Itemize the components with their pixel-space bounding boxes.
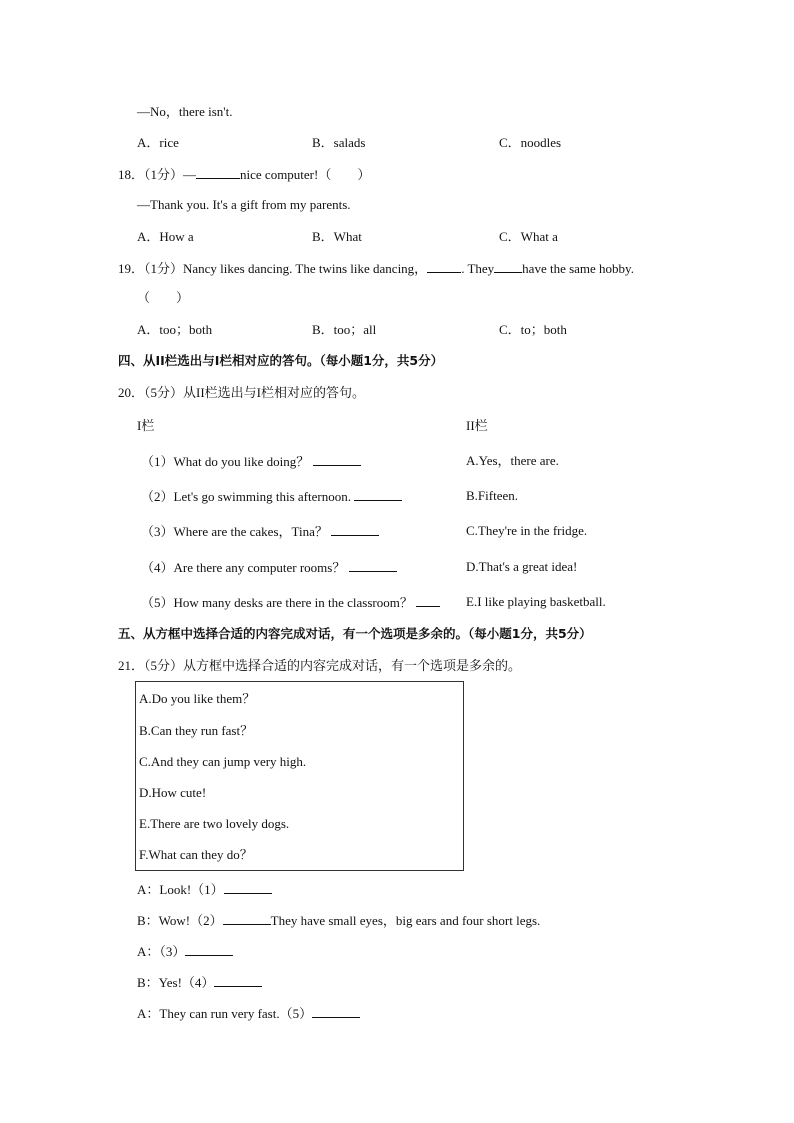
q19-option-c: C．to；both: [499, 322, 567, 337]
q18-option-b: B．What: [312, 229, 362, 244]
q18-blank: [196, 166, 240, 179]
box-option-d: D.How cute!: [139, 785, 207, 800]
choice-box: [135, 681, 464, 871]
section5-heading: 五、从方框中选择合适的内容完成对话，有一个选项是多余的。（每小题1分，共5分）: [118, 626, 592, 641]
match-right-a: A.Yes，there are.: [466, 453, 559, 468]
q18-option-c: C．What a: [499, 229, 558, 244]
match-right-e: E.I like playing basketball.: [466, 594, 606, 609]
q17-option-b: B．salads: [312, 135, 366, 150]
box-option-f: F.What can they do？: [139, 847, 253, 862]
match-left-2: [141, 488, 402, 505]
q19-option-a: A．too；both: [137, 322, 213, 337]
dialog-blank-1[interactable]: [224, 881, 272, 894]
dialog-line-3: [137, 943, 233, 960]
dialog-blank-2[interactable]: [223, 912, 271, 925]
q18-question: [118, 166, 370, 183]
q19-text-3: have the same hobby.: [522, 261, 634, 276]
box-option-c: C.And they can jump very high.: [139, 754, 307, 769]
q17-option-c: C．noodles: [499, 135, 562, 150]
match-blank-5[interactable]: [416, 594, 440, 607]
q21-prompt: 21．（5分）从方框中选择合适的内容完成对话，有一个选项是多余的。: [118, 658, 522, 673]
q18-option-a: A．How a: [137, 229, 194, 244]
match-left-5-text: （5）How many desks are there in the classroom？: [141, 595, 413, 610]
q17-answer-line: —No，there isn't.: [137, 104, 233, 119]
q19-blank-1: [427, 260, 461, 273]
q19-text-1: 19．（1分）Nancy likes dancing. The twins like dancing，: [118, 261, 428, 276]
q19-blank-2: [494, 260, 522, 273]
dialog-line-4: [137, 974, 262, 991]
dialog-line-2-text: B：Wow!（2）: [137, 913, 223, 928]
match-right-c: C.They're in the fridge.: [466, 523, 588, 538]
q17-option-a: A．rice: [137, 135, 179, 150]
section4-heading: 四、从II栏选出与I栏相对应的答句。（每小题1分，共5分）: [118, 353, 444, 368]
q19-question: [118, 260, 634, 277]
match-blank-3[interactable]: [331, 523, 379, 536]
q19-paren: （ ）: [137, 290, 190, 305]
dialog-line-2-tail: They have small eyes，big ears and four short legs.: [270, 913, 541, 928]
dialog-line-1-text: A：Look!（1）: [137, 882, 224, 897]
box-option-a: A.Do you like them？: [139, 691, 256, 706]
dialog-line-3-text: A：（3）: [137, 944, 186, 959]
dialog-line-1: [137, 881, 272, 898]
match-blank-2[interactable]: [354, 488, 402, 501]
match-blank-1[interactable]: [313, 453, 361, 466]
q18-reply: —Thank you. It's a gift from my parents.: [137, 197, 351, 212]
q18-number: 18．（1分）—: [118, 167, 197, 182]
match-left-4-text: （4）Are there any computer rooms？: [141, 560, 346, 575]
q18-text: nice computer!（ ）: [240, 167, 371, 182]
match-blank-4[interactable]: [349, 559, 397, 572]
dialog-line-5: [137, 1005, 360, 1022]
match-left-1-text: （1）What do you like doing？: [141, 454, 310, 469]
dialog-blank-3[interactable]: [185, 943, 233, 956]
column-ii-header: II栏: [466, 418, 488, 433]
dialog-blank-5[interactable]: [312, 1005, 360, 1018]
q19-text-2: . They: [461, 261, 495, 276]
q19-option-b: B．too；all: [312, 322, 377, 337]
box-option-b: B.Can they run fast？: [139, 723, 254, 738]
match-right-b: B.Fifteen.: [466, 488, 518, 503]
match-left-2-text: （2）Let's go swimming this afternoon.: [141, 489, 351, 504]
match-left-4: [141, 559, 397, 576]
dialog-line-5-text: A：They can run very fast.（5）: [137, 1006, 313, 1021]
match-left-1: [141, 453, 361, 470]
match-left-3-text: （3）Where are the cakes，Tina？: [141, 524, 328, 539]
dialog-line-4-text: B：Yes!（4）: [137, 975, 215, 990]
dialog-line-2: [137, 912, 540, 929]
column-i-header: I栏: [137, 418, 155, 433]
q20-prompt: 20．（5分）从II栏选出与I栏相对应的答句。: [118, 385, 365, 400]
match-right-d: D.That's a great idea!: [466, 559, 578, 574]
dialog-blank-4[interactable]: [214, 974, 262, 987]
match-left-3: [141, 523, 379, 540]
box-option-e: E.There are two lovely dogs.: [139, 816, 290, 831]
match-left-5: [141, 594, 440, 611]
